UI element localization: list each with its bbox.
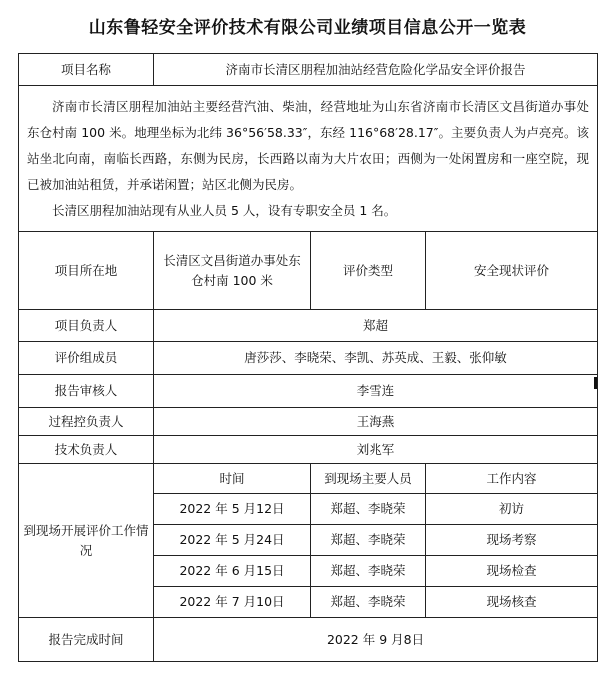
project-info-table: [18, 53, 598, 662]
summary-paragraph-2: 长清区朋程加油站现有从业人员 5 人，设有专职安全员 1 名。: [52, 202, 397, 218]
person-row: [19, 342, 598, 375]
reviewer-label: 报告审核人: [19, 375, 154, 408]
technical-lead-value: 刘兆军: [154, 436, 598, 464]
team-members-value: 唐莎莎、李晓荣、李凯、苏英成、王毅、张仰敏: [154, 342, 598, 375]
project-name-label: 项目名称: [19, 54, 154, 86]
evaluation-type-label: 评价类型: [311, 232, 426, 310]
team-members-label: 评价组成员: [19, 342, 154, 375]
document-title: 山东鲁轻安全评价技术有限公司业绩项目信息公开一览表: [88, 18, 527, 38]
visit-work: 现场检查: [426, 556, 598, 587]
visit-date: 2022 年 5 月12日: [154, 494, 311, 525]
location-label: 项目所在地: [19, 232, 154, 310]
visit-header-row: [19, 464, 598, 494]
visit-date: 2022 年 6 月15日: [154, 556, 311, 587]
technical-lead-label: 技术负责人: [19, 436, 154, 464]
site-visit-label: 到现场开展评价工作情况: [19, 464, 154, 618]
visit-staff: 郑超、李晓荣: [311, 525, 426, 556]
visit-staff: 郑超、李晓荣: [311, 556, 426, 587]
evaluation-type-value: 安全现状评价: [426, 232, 598, 310]
project-summary-cell: [19, 86, 598, 232]
visit-header-time: 时间: [154, 464, 311, 494]
reviewer-value: 李雪连: [154, 375, 598, 408]
visit-date: 2022 年 5 月24日: [154, 525, 311, 556]
person-row: [19, 408, 598, 436]
person-row: [19, 310, 598, 342]
completion-row: [19, 618, 598, 662]
person-row: [19, 375, 598, 408]
visit-staff: 郑超、李晓荣: [311, 494, 426, 525]
process-control-value: 王海燕: [154, 408, 598, 436]
completion-label: 报告完成时间: [19, 618, 154, 662]
summary-paragraph-1: 济南市长清区朋程加油站主要经营汽油、柴油，经营地址为山东省济南市长清区文昌街道办事处东仓村南 100 米。地理坐标为北纬 36°56′58.33″，东经 116°68′28.17″。主要负责人为卢亮亮。该站坐北向南，南临长西路，东侧为民房，长西路以南为大片农田；西侧为一处闲置房和一座空院，现已被加油站租赁，并承诺闲置；站区北侧为民房。: [27, 98, 590, 192]
visit-work: 初访: [426, 494, 598, 525]
project-summary-row: [19, 86, 598, 232]
visit-header-work: 工作内容: [426, 464, 598, 494]
visit-date: 2022 年 7 月10日: [154, 587, 311, 618]
visit-header-staff: 到现场主要人员: [311, 464, 426, 494]
visit-work: 现场核查: [426, 587, 598, 618]
project-lead-value: 郑超: [154, 310, 598, 342]
project-lead-label: 项目负责人: [19, 310, 154, 342]
project-name-value: 济南市长清区朋程加油站经营危险化学品安全评价报告: [154, 54, 598, 86]
process-control-label: 过程控负责人: [19, 408, 154, 436]
visit-work: 现场考察: [426, 525, 598, 556]
person-row: [19, 436, 598, 464]
location-value: 长清区文昌街道办事处东仓村南 100 米: [154, 232, 311, 310]
text-cursor-mark: [594, 377, 597, 389]
completion-value: 2022 年 9 月8日: [154, 618, 598, 662]
visit-staff: 郑超、李晓荣: [311, 587, 426, 618]
project-name-row: [19, 54, 598, 86]
location-row: [19, 232, 598, 310]
